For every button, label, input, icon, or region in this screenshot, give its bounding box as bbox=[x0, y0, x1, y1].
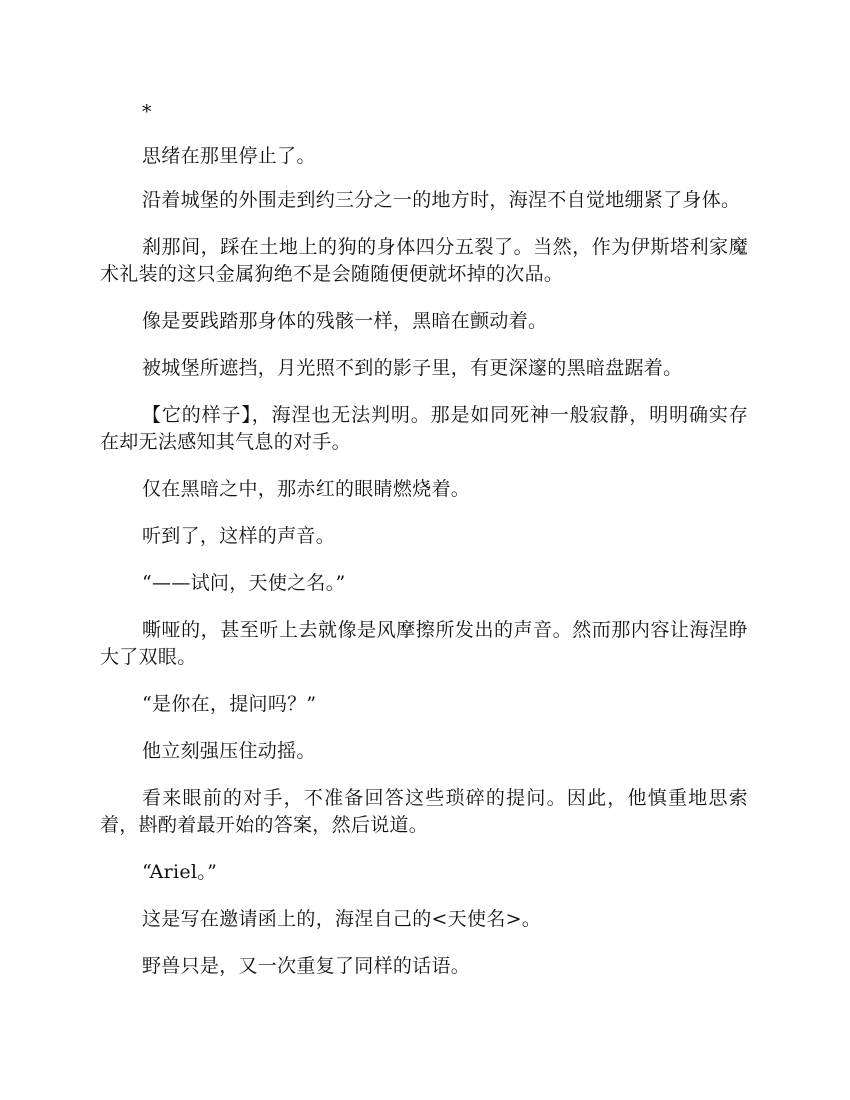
paragraph: 【它的样子】，海涅也无法判明。那是如同死神一般寂静，明明确实存在却无法感知其气息的对手。 bbox=[100, 404, 748, 453]
document-body bbox=[100, 99, 748, 1000]
paragraph: 像是要践踏那身体的残骸一样，黑暗在颤动着。 bbox=[142, 310, 548, 332]
paragraph: 这是写在邀请函上的，海涅自己的<天使名>。 bbox=[142, 908, 542, 930]
section-separator: * bbox=[142, 101, 152, 123]
paragraph: 仅在黑暗之中，那赤红的眼睛燃烧着。 bbox=[142, 478, 471, 500]
paragraph: 嘶哑的，甚至听上去就像是风摩擦所发出的声音。然而那内容让海涅睁大了双眼。 bbox=[100, 619, 748, 668]
dialogue-line: “Ariel。” bbox=[142, 861, 218, 883]
paragraph: 沿着城堡的外围走到约三分之一的地方时，海涅不自觉地绷紧了身体。 bbox=[142, 189, 741, 211]
paragraph: 听到了，这样的声音。 bbox=[142, 525, 336, 547]
paragraph: 野兽只是，又一次重复了同样的话语。 bbox=[142, 955, 471, 977]
dialogue-line: “是你在，提问吗？” bbox=[142, 693, 317, 715]
paragraph: 他立刻强压住动摇。 bbox=[142, 740, 316, 762]
dialogue-line: “——试问，天使之名。” bbox=[142, 572, 346, 594]
paragraph: 看来眼前的对手，不准备回答这些琐碎的提问。因此，他慎重地思索着，斟酌着最开始的答案，然后说道。 bbox=[100, 787, 748, 836]
paragraph: 被城堡所遮挡，月光照不到的影子里，有更深邃的黑暗盘踞着。 bbox=[142, 357, 683, 379]
paragraph: 刹那间，踩在土地上的狗的身体四分五裂了。当然，作为伊斯塔利家魔术礼装的这只金属狗绝不是会随随便便就坏掉的次品。 bbox=[100, 236, 748, 285]
paragraph: 思绪在那里停止了。 bbox=[142, 145, 316, 167]
